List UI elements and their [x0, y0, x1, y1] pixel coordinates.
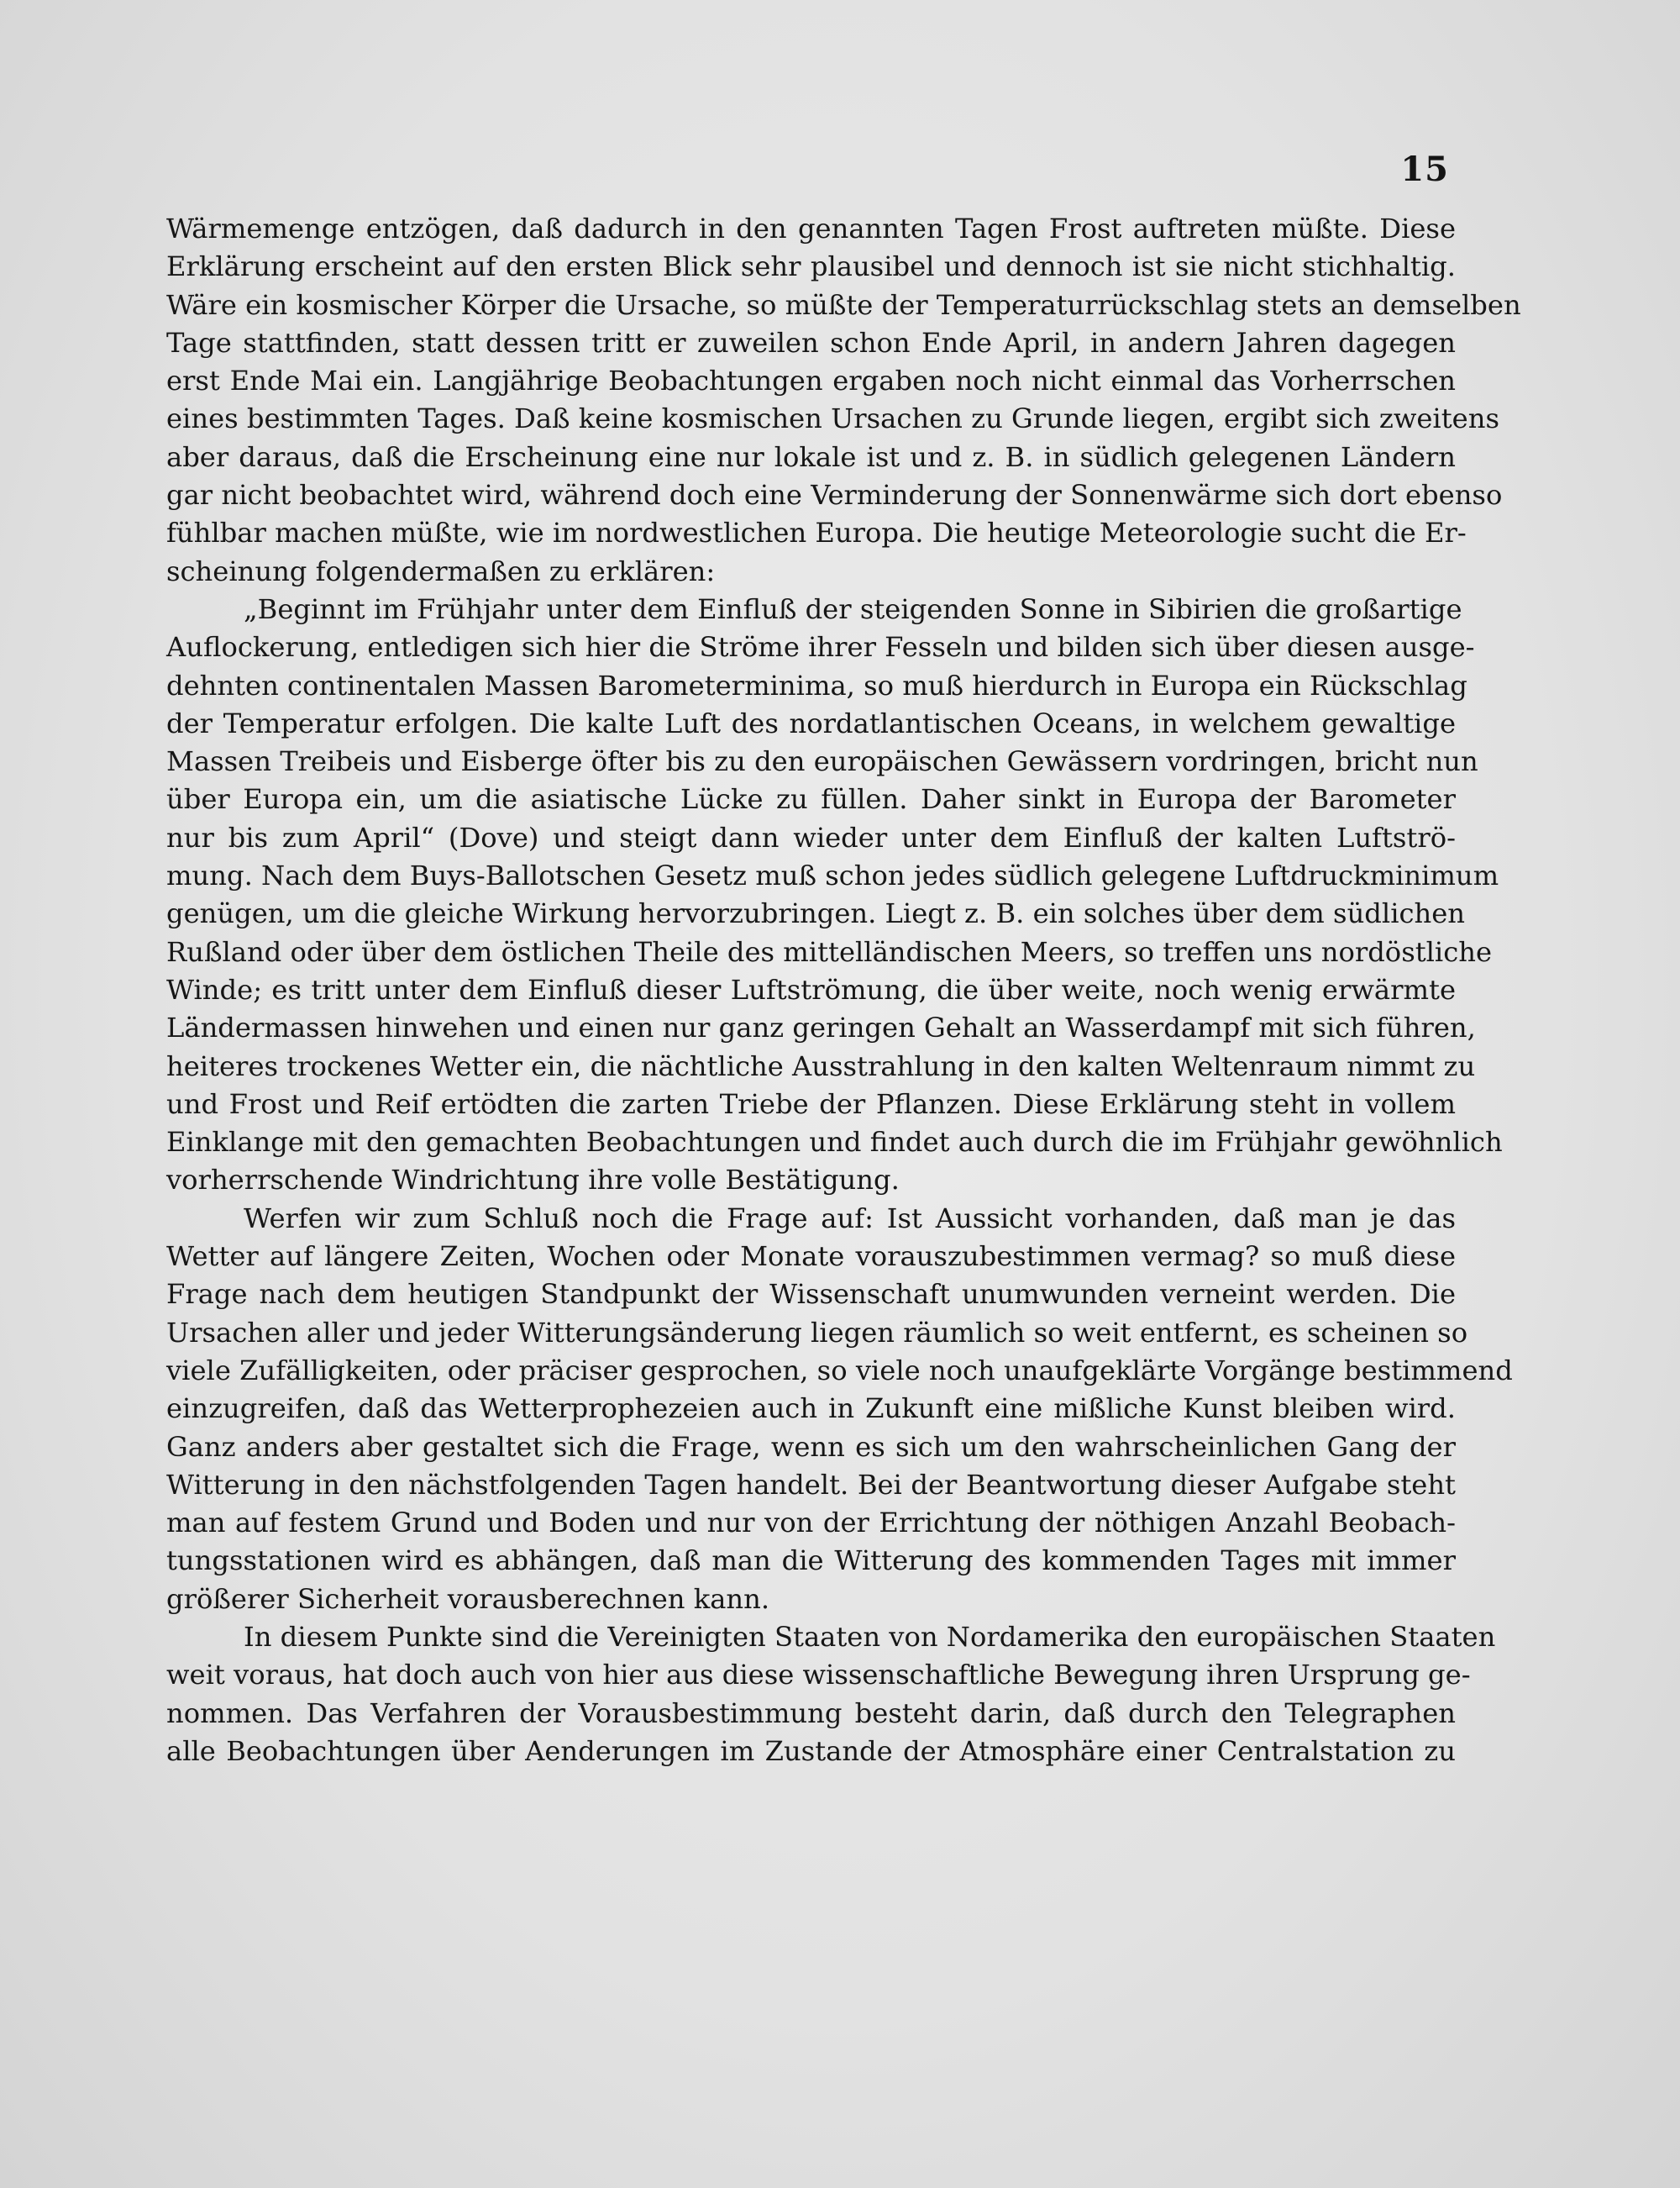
text-line: tungsstationen wird es abhängen, daß man die Witterung des kommenden Tages mit immer	[166, 1544, 1456, 1577]
text-line: Tage stattfinden, statt dessen tritt er zuweilen schon Ende April, in andern Jahren dagegen	[166, 326, 1456, 359]
text-line: nur bis zum April“ (Dove) und steigt dann wieder unter dem Einfluß der kalten Luftströ-	[166, 821, 1456, 854]
text-line: genügen, um die gleiche Wirkung hervorzubringen. Liegt z. B. ein solches über dem südlichen	[166, 897, 1466, 930]
text-line: Wetter auf längere Zeiten, Wochen oder Monate vorauszubestimmen vermag? so muß diese	[166, 1240, 1456, 1273]
text-line: alle Beobachtungen über Aenderungen im Zustande der Atmosphäre einer Centralstation zu	[166, 1734, 1456, 1767]
text-line: und Frost und Reif ertödten die zarten Triebe der Pflanzen. Diese Erklärung steht in vollem	[166, 1087, 1456, 1120]
text-line: Einklange mit den gemachten Beobachtungen und findet auch durch die im Frühjahr gewöhnlich	[166, 1126, 1503, 1159]
text-line: Witterung in den nächstfolgenden Tagen handelt. Bei der Beantwortung dieser Aufgabe steht	[166, 1468, 1456, 1501]
text-line: Ganz anders aber gestaltet sich die Frage, wenn es sich um den wahrscheinlichen Gang der	[166, 1430, 1456, 1463]
text-line: mung. Nach dem Buys-Ballotschen Gesetz muß schon jedes südlich gelegene Luftdruckminimum	[166, 860, 1499, 892]
text-line: einzugreifen, daß das Wetterprophezeien auch in Zukunft eine mißliche Kunst bleiben wird.	[166, 1392, 1456, 1425]
text-line: der Temperatur erfolgen. Die kalte Luft des nordatlantischen Oceans, in welchem gewaltige	[166, 707, 1456, 739]
text-line: nommen. Das Verfahren der Vorausbestimmung besteht darin, daß durch den Telegraphen	[166, 1696, 1456, 1729]
text-line: aber daraus, daß die Erscheinung eine nur lokale ist und z. B. in südlich gelegenen Ländern	[166, 440, 1456, 473]
text-line: Ländermassen hinwehen und einen nur ganz geringen Gehalt an Wasserdampf mit sich führen,	[166, 1012, 1476, 1044]
text-line: Wäre ein kosmischer Körper die Ursache, so müßte der Temperaturrückschlag stets an demselben	[166, 288, 1521, 321]
text-line: eines bestimmten Tages. Daß keine kosmischen Ursachen zu Grunde liegen, ergibt sich zweitens	[166, 402, 1499, 435]
text-line: dehnten continentalen Massen Barometerminima, so muß hierdurch in Europa ein Rückschlag	[166, 669, 1467, 702]
text-line: Massen Treibeis und Eisberge öfter bis zu den europäischen Gewässern vordringen, bricht nun	[166, 745, 1478, 778]
paragraph-2	[166, 591, 1503, 1200]
paragraph-1	[166, 210, 1521, 591]
text-line: scheinung folgendermaßen zu erklären:	[166, 555, 716, 587]
text-line: Frage nach dem heutigen Standpunkt der Wissenschaft unumwunden verneint werden. Die	[166, 1278, 1456, 1311]
text-line: In diesem Punkte sind die Vereinigten Staaten von Nordamerika den europäischen Staaten	[244, 1620, 1496, 1653]
text-line: vorherrschende Windrichtung ihre volle Bestätigung.	[166, 1164, 900, 1197]
paragraph-3	[166, 1200, 1513, 1618]
text-line: Werfen wir zum Schluß noch die Frage auf: Ist Aussicht vorhanden, daß man je das	[244, 1202, 1456, 1234]
text-line: „Beginnt im Frühjahr unter dem Einfluß der steigenden Sonne in Sibirien die großartige	[244, 592, 1462, 625]
text-line: gar nicht beobachtet wird, während doch eine Verminderung der Sonnenwärme sich dort ebenso	[166, 479, 1503, 512]
text-line: Auflockerung, entledigen sich hier die Ströme ihrer Fesseln und bilden sich über diesen ausge-	[166, 631, 1475, 664]
text-line: man auf festem Grund und Boden und nur von der Errichtung der nöthigen Anzahl Beobach-	[166, 1507, 1456, 1539]
body-text	[166, 210, 1521, 1770]
text-line: Rußland oder über dem östlichen Theile des mittelländischen Meers, so treffen uns nordöstliche	[166, 935, 1493, 968]
text-line: heiteres trockenes Wetter ein, die nächtliche Ausstrahlung in den kalten Weltenraum nimmt zu	[166, 1049, 1476, 1082]
text-line: größerer Sicherheit vorausberechnen kann.	[166, 1582, 770, 1615]
text-line: Erklärung erscheint auf den ersten Blick sehr plausibel und dennoch ist sie nicht stichhaltig.	[166, 250, 1456, 283]
text-line: Ursachen aller und jeder Witterungsänderung liegen räumlich so weit entfernt, es scheinen so	[166, 1316, 1468, 1349]
text-line: weit voraus, hat doch auch von hier aus diese wissenschaftliche Bewegung ihren Ursprung ge-	[166, 1659, 1471, 1691]
text-line: viele Zufälligkeiten, oder präciser gesprochen, so viele noch unaufgeklärte Vorgänge bestimmend	[166, 1354, 1513, 1386]
text-line: erst Ende Mai ein. Langjährige Beobachtungen ergaben noch nicht einmal das Vorherrschen	[166, 365, 1456, 397]
paragraph-4	[166, 1618, 1496, 1770]
text-line: fühlbar machen müßte, wie im nordwestlichen Europa. Die heutige Meteorologie sucht die Er-	[166, 517, 1467, 550]
text-line: über Europa ein, um die asiatische Lücke zu füllen. Daher sinkt in Europa der Barometer	[166, 783, 1456, 816]
text-line: Winde; es tritt unter dem Einfluß dieser Luftströmung, die über weite, noch wenig erwärmte	[166, 973, 1456, 1006]
text-line: Wärmemenge entzögen, daß dadurch in den genannten Tagen Frost auftreten müßte. Diese	[166, 213, 1456, 245]
page-number: 15	[1400, 150, 1449, 189]
